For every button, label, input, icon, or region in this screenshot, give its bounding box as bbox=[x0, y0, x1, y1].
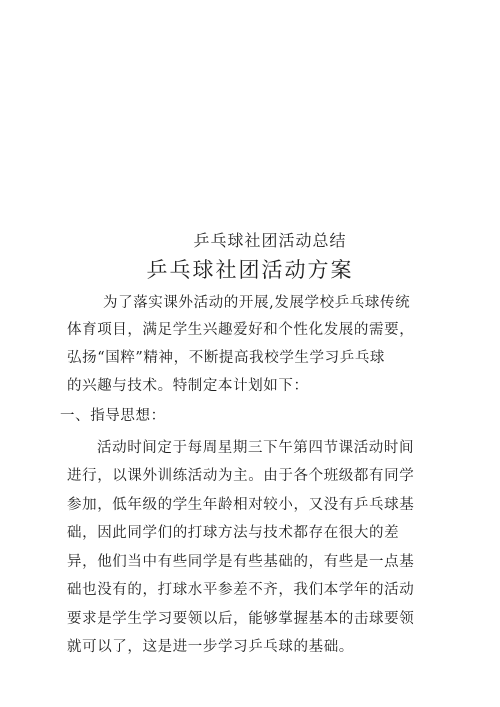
body-line: 活动时间定于每周星期三下午第四节课活动时间 bbox=[97, 440, 415, 456]
section-heading: 一、指导思想： bbox=[60, 408, 166, 424]
body-line: 础，因此同学们的打球方法与技术都存在很大的差 bbox=[67, 525, 400, 541]
body-line: 参加，低年级的学生年龄相对较小，又没有乒乓球基 bbox=[67, 497, 415, 513]
body-line: 础也没有的，打球水平参差不齐，我们本学年的活动 bbox=[67, 582, 415, 598]
intro-line: 为了落实课外活动的开展,发展学校乒乓球传统 bbox=[103, 295, 411, 311]
intro-line: 的兴趣与技术。特制定本计划如下： bbox=[67, 378, 309, 394]
document-subtitle: 乒乓球社团活动方案 bbox=[146, 258, 354, 282]
body-line: 就可以了，这是进一步学习乒乓球的基础。 bbox=[67, 639, 354, 655]
intro-line: 弘扬“国粹”精神，不断提高我校学生学习乒乓球 bbox=[67, 350, 386, 366]
body-line: 要求是学生学习要领以后，能够掌握基本的击球要领 bbox=[67, 611, 415, 627]
intro-line: 体育项目，满足学生兴趣爱好和个性化发展的需要， bbox=[67, 322, 415, 338]
document-title: 乒乓球社团活动总结 bbox=[193, 231, 347, 250]
body-line: 异，他们当中有些同学是有些基础的，有些是一点基 bbox=[67, 554, 415, 570]
body-line: 进行，以课外训练活动为主。由于各个班级都有同学 bbox=[67, 468, 415, 484]
